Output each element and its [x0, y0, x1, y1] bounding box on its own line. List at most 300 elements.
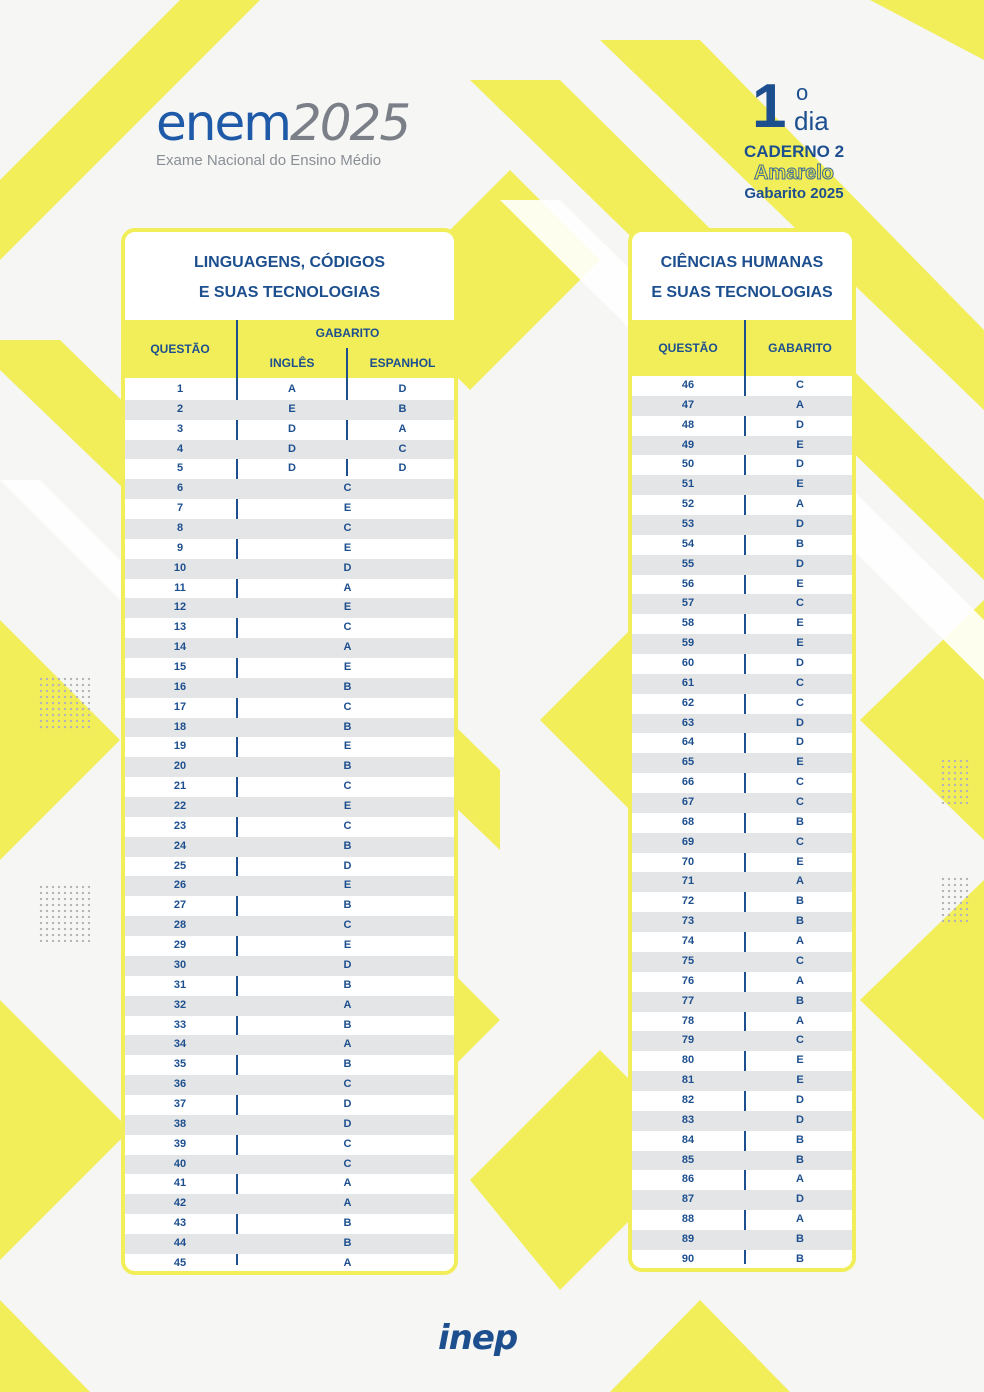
panel-title-line2: E SUAS TECNOLOGIAS: [651, 284, 833, 301]
answer: C: [796, 696, 804, 709]
table-row: [125, 1075, 454, 1095]
day-word: dia: [794, 106, 829, 136]
question-number: 11: [174, 581, 186, 594]
table-row: [125, 698, 454, 718]
answer: C: [343, 482, 352, 495]
answer: A: [796, 935, 804, 948]
answer: B: [343, 1058, 352, 1071]
question-number: 64: [681, 736, 695, 749]
answer: A: [343, 1256, 352, 1269]
answer: B: [796, 994, 804, 1007]
question-number: 72: [681, 895, 695, 908]
table-row: [125, 1016, 454, 1036]
answer: E: [343, 800, 352, 813]
table-row: [125, 1214, 454, 1234]
table-row: [125, 1234, 454, 1254]
question-number: 12: [173, 601, 187, 614]
question-number: 46: [681, 379, 695, 391]
question-number: 43: [173, 1217, 187, 1230]
answer-espanhol: A: [398, 422, 407, 435]
table-row: [632, 694, 852, 714]
table-row: [632, 1031, 852, 1051]
table-row: [632, 575, 852, 595]
question-number: 55: [681, 557, 695, 570]
question-number: 6: [176, 482, 184, 495]
table-row: [632, 872, 852, 892]
dot-pattern: [940, 876, 970, 922]
answer: B: [796, 915, 804, 928]
answer: E: [343, 740, 352, 753]
answer: A: [796, 875, 804, 888]
table-row: [632, 1250, 852, 1270]
question-number: 70: [681, 855, 695, 868]
answer: E: [796, 577, 804, 590]
answer: C: [343, 1157, 352, 1170]
answer: C: [343, 700, 352, 713]
question-number: 89: [681, 1232, 695, 1245]
table-row: [125, 499, 454, 519]
dot-pattern: [940, 758, 970, 804]
table-row: [632, 833, 852, 853]
table-row: [125, 400, 454, 420]
answer: B: [796, 1252, 804, 1265]
answer: A: [796, 1173, 804, 1186]
question-number: 54: [681, 537, 695, 550]
question-number: 7: [176, 502, 184, 515]
table-row: [125, 638, 454, 658]
answer: E: [796, 478, 804, 491]
question-number: 50: [681, 458, 695, 471]
question-number: 38: [173, 1117, 187, 1130]
answer: C: [343, 1078, 352, 1091]
col-ingles: INGLÊS: [269, 356, 315, 370]
table-row: [125, 737, 454, 757]
answer: E: [796, 756, 804, 769]
question-number: 56: [681, 577, 695, 590]
answer: E: [343, 939, 352, 952]
answer: E: [796, 637, 804, 650]
table-row: [632, 793, 852, 813]
dot-pattern: [38, 884, 90, 942]
table-row: [632, 535, 852, 555]
answer: A: [343, 1177, 352, 1190]
answer: E: [796, 438, 804, 451]
question-number: 80: [681, 1054, 695, 1067]
cor-label: Amarelo: [753, 162, 835, 184]
question-number: 58: [681, 617, 695, 630]
answer: D: [796, 458, 804, 471]
logo-brand: enem: [156, 94, 290, 152]
question-number: 69: [681, 835, 695, 848]
table-row: [632, 634, 852, 654]
question-number: 48: [681, 418, 695, 431]
table-row: [632, 1012, 852, 1032]
logo-subtitle: Exame Nacional do Ensino Médio: [156, 152, 382, 169]
answer: A: [343, 581, 352, 594]
answer: D: [796, 657, 804, 670]
question-number: 17: [173, 700, 187, 713]
table-row: [125, 1174, 454, 1194]
answer: D: [343, 859, 352, 872]
answer: A: [343, 998, 352, 1011]
inep-logo: inep: [438, 1318, 518, 1358]
answer: C: [343, 621, 352, 634]
table-row: [125, 857, 454, 877]
question-number: 65: [681, 756, 695, 769]
question-number: 25: [173, 859, 187, 872]
answer: B: [796, 895, 804, 908]
table-row: [125, 1035, 454, 1055]
table-row: [125, 459, 454, 479]
table-row: [632, 912, 852, 932]
question-number: 22: [173, 800, 187, 813]
answer: B: [343, 899, 352, 912]
question-number: 31: [173, 978, 187, 991]
question-number: 75: [681, 954, 695, 967]
day-number: 1: [752, 72, 787, 141]
answer: E: [343, 601, 352, 614]
question-number: 87: [681, 1193, 695, 1206]
question-number: 26: [173, 879, 187, 892]
col-gabarito: GABARITO: [768, 341, 832, 355]
table-row: [632, 1210, 852, 1230]
answer: B: [343, 680, 352, 693]
table-row: [632, 1091, 852, 1111]
answer: E: [796, 855, 804, 868]
question-number: 15: [173, 661, 187, 674]
table-row: [632, 555, 852, 575]
panel-linguagens: [121, 228, 458, 1275]
answer: B: [796, 537, 804, 550]
table-row: [125, 936, 454, 956]
table-row: [632, 992, 852, 1012]
question-number: 61: [681, 676, 695, 689]
answer: E: [343, 541, 352, 554]
question-number: 47: [681, 398, 695, 411]
table-row: [125, 1194, 454, 1214]
day-ordinal: o: [796, 80, 809, 105]
day-block: [722, 72, 866, 202]
answer: A: [796, 498, 804, 511]
answer: C: [796, 676, 804, 689]
table-row: [125, 519, 454, 539]
table-row: [125, 797, 454, 817]
question-number: 57: [681, 597, 695, 610]
answer: B: [343, 839, 352, 852]
answer-ingles: A: [288, 383, 296, 395]
answer: A: [796, 1213, 804, 1226]
question-number: 79: [681, 1034, 695, 1047]
table-row: [632, 1151, 852, 1171]
question-number: 33: [173, 1018, 187, 1031]
table-row: [125, 380, 454, 400]
answer: C: [796, 379, 804, 391]
panel-title-line2: E SUAS TECNOLOGIAS: [198, 284, 381, 301]
question-number: 63: [681, 716, 695, 729]
table-row: [632, 416, 852, 436]
answer-rows: [125, 380, 454, 1274]
answer: E: [343, 502, 352, 515]
table-row: [125, 559, 454, 579]
question-number: 84: [681, 1133, 695, 1146]
question-number: 36: [173, 1078, 187, 1091]
question-number: 29: [173, 939, 187, 952]
question-number: 76: [681, 974, 695, 987]
enem-logo: [156, 94, 410, 169]
table-row: [632, 614, 852, 634]
panel-ciencias-humanas: [628, 228, 856, 1272]
answer: C: [343, 919, 352, 932]
table-row: [125, 1254, 454, 1274]
table-row: [125, 1095, 454, 1115]
question-number: 14: [173, 641, 187, 654]
question-number: 10: [173, 561, 187, 574]
table-row: [125, 1115, 454, 1135]
table-row: [632, 813, 852, 833]
table-row: [125, 479, 454, 499]
answer: E: [796, 1054, 804, 1067]
question-number: 88: [681, 1213, 695, 1226]
question-number: 51: [681, 478, 695, 491]
question-number: 30: [173, 958, 187, 971]
question-number: 73: [681, 915, 695, 928]
panel-title-line1: CIÊNCIAS HUMANAS: [660, 254, 824, 271]
table-row: [632, 892, 852, 912]
question-number: 3: [176, 422, 184, 435]
question-number: 90: [681, 1252, 695, 1265]
table-row: [632, 1230, 852, 1250]
table-row: [632, 376, 852, 396]
answer: C: [343, 1137, 352, 1150]
question-number: 2: [176, 402, 184, 415]
answer-ingles: D: [288, 442, 296, 455]
answer-rows: [632, 376, 852, 1270]
table-row: [125, 658, 454, 678]
table-row: [632, 1071, 852, 1091]
table-row: [632, 1131, 852, 1151]
table-row: [632, 714, 852, 734]
table-row: [125, 777, 454, 797]
table-row: [125, 1135, 454, 1155]
answer: E: [343, 661, 352, 674]
table-row: [632, 753, 852, 773]
table-row: [125, 996, 454, 1016]
table-row: [125, 896, 454, 916]
table-row: [125, 420, 454, 440]
question-number: 42: [173, 1197, 187, 1210]
table-row: [632, 972, 852, 992]
question-number: 74: [681, 935, 695, 948]
answer: A: [796, 1014, 804, 1027]
answer: C: [796, 835, 804, 848]
question-number: 71: [681, 875, 695, 888]
answer: E: [796, 1074, 804, 1087]
table-header: [125, 320, 454, 378]
question-number: 59: [681, 637, 695, 650]
answer: E: [796, 617, 804, 630]
table-row: [125, 817, 454, 837]
question-number: 83: [681, 1113, 695, 1126]
question-number: 86: [681, 1173, 695, 1186]
caderno-label: CADERNO 2: [743, 142, 845, 161]
logo-year: 2025: [289, 94, 410, 152]
answer: B: [343, 1217, 352, 1230]
table-row: [632, 773, 852, 793]
question-number: 20: [173, 760, 187, 773]
answer: E: [343, 879, 352, 892]
table-row: [125, 757, 454, 777]
answer: A: [343, 1038, 352, 1051]
table-row: [632, 594, 852, 614]
question-number: 16: [173, 680, 187, 693]
col-espanhol: ESPANHOL: [369, 356, 436, 370]
table-row: [125, 976, 454, 996]
table-header: [632, 320, 852, 376]
answer: D: [343, 1097, 352, 1110]
question-number: 21: [173, 780, 187, 793]
question-number: 18: [173, 720, 187, 733]
question-number: 81: [681, 1074, 695, 1087]
answer: C: [796, 597, 804, 610]
question-number: 32: [173, 998, 187, 1011]
question-number: 27: [173, 899, 187, 912]
answer: C: [343, 819, 352, 832]
table-row: [125, 440, 454, 460]
col-gabarito: GABARITO: [315, 326, 380, 340]
question-number: 8: [176, 522, 184, 535]
answer: B: [796, 1133, 804, 1146]
table-row: [632, 674, 852, 694]
answer: B: [796, 1153, 804, 1166]
answer: A: [343, 641, 352, 654]
answer: C: [796, 776, 804, 789]
answer: D: [796, 518, 804, 531]
answer-espanhol: C: [398, 442, 407, 455]
answer-ingles: D: [288, 462, 296, 475]
table-row: [632, 455, 852, 475]
question-number: 28: [173, 919, 187, 932]
answer-espanhol: D: [398, 462, 407, 475]
question-number: 40: [173, 1157, 187, 1170]
answer-ingles: E: [288, 402, 296, 415]
table-row: [125, 1055, 454, 1075]
answer-espanhol: D: [398, 383, 407, 395]
question-number: 62: [681, 696, 695, 709]
question-number: 9: [176, 541, 184, 554]
answer: C: [343, 522, 352, 535]
answer-ingles: D: [288, 422, 296, 435]
question-number: 82: [681, 1093, 695, 1106]
table-row: [632, 1190, 852, 1210]
question-number: 77: [681, 994, 695, 1007]
table-row: [125, 837, 454, 857]
question-number: 60: [681, 657, 695, 670]
table-row: [125, 598, 454, 618]
answer: D: [796, 1093, 804, 1106]
gabarito-year-label: Gabarito 2025: [744, 185, 844, 202]
question-number: 4: [176, 442, 184, 455]
table-row: [632, 1111, 852, 1131]
answer: D: [796, 418, 804, 431]
panel-title-line1: LINGUAGENS, CÓDIGOS: [193, 254, 386, 271]
answer: B: [343, 1018, 352, 1031]
table-row: [125, 1155, 454, 1175]
answer: A: [796, 974, 804, 987]
answer: D: [796, 736, 804, 749]
table-row: [125, 678, 454, 698]
answer: C: [343, 780, 352, 793]
question-number: 44: [173, 1236, 187, 1249]
question-number: 1: [176, 383, 184, 395]
table-row: [125, 876, 454, 896]
answer: D: [796, 1193, 804, 1206]
answer: C: [796, 796, 804, 809]
table-row: [125, 618, 454, 638]
question-number: 35: [173, 1058, 187, 1071]
table-row: [632, 1051, 852, 1071]
question-number: 13: [173, 621, 187, 634]
table-row: [632, 853, 852, 873]
question-number: 68: [681, 815, 695, 828]
question-number: 19: [173, 740, 187, 753]
table-row: [125, 956, 454, 976]
table-row: [632, 1170, 852, 1190]
answer: C: [796, 954, 804, 967]
question-number: 5: [176, 462, 184, 475]
answer: D: [343, 561, 352, 574]
col-questao: QUESTÃO: [150, 342, 210, 356]
answer: D: [796, 716, 804, 729]
table-row: [632, 396, 852, 416]
table-row: [125, 718, 454, 738]
answer: B: [796, 1232, 804, 1245]
answer: B: [343, 1236, 352, 1249]
answer: B: [343, 760, 352, 773]
answer: D: [343, 1117, 352, 1130]
table-row: [125, 916, 454, 936]
question-number: 23: [173, 819, 187, 832]
question-number: 78: [681, 1014, 695, 1027]
question-number: 85: [681, 1153, 695, 1166]
table-row: [632, 515, 852, 535]
answer: D: [343, 958, 352, 971]
answer: B: [343, 978, 352, 991]
table-row: [632, 495, 852, 515]
question-number: 52: [681, 498, 695, 511]
question-number: 53: [681, 518, 695, 531]
table-row: [125, 579, 454, 599]
answer: C: [796, 1034, 804, 1047]
question-number: 49: [681, 438, 695, 451]
table-row: [632, 475, 852, 495]
answer: B: [796, 815, 804, 828]
answer: A: [796, 398, 804, 411]
question-number: 39: [173, 1137, 187, 1150]
question-number: 41: [173, 1177, 187, 1190]
answer: B: [343, 720, 352, 733]
table-row: [632, 654, 852, 674]
answer: A: [343, 1197, 352, 1210]
table-row: [125, 539, 454, 559]
panel-title: [125, 232, 454, 308]
question-number: 45: [173, 1256, 187, 1269]
table-row: [632, 932, 852, 952]
answer-espanhol: B: [398, 402, 407, 415]
answer: D: [796, 1113, 804, 1126]
question-number: 24: [173, 839, 187, 852]
table-row: [632, 436, 852, 456]
col-questao: QUESTÃO: [658, 341, 718, 355]
